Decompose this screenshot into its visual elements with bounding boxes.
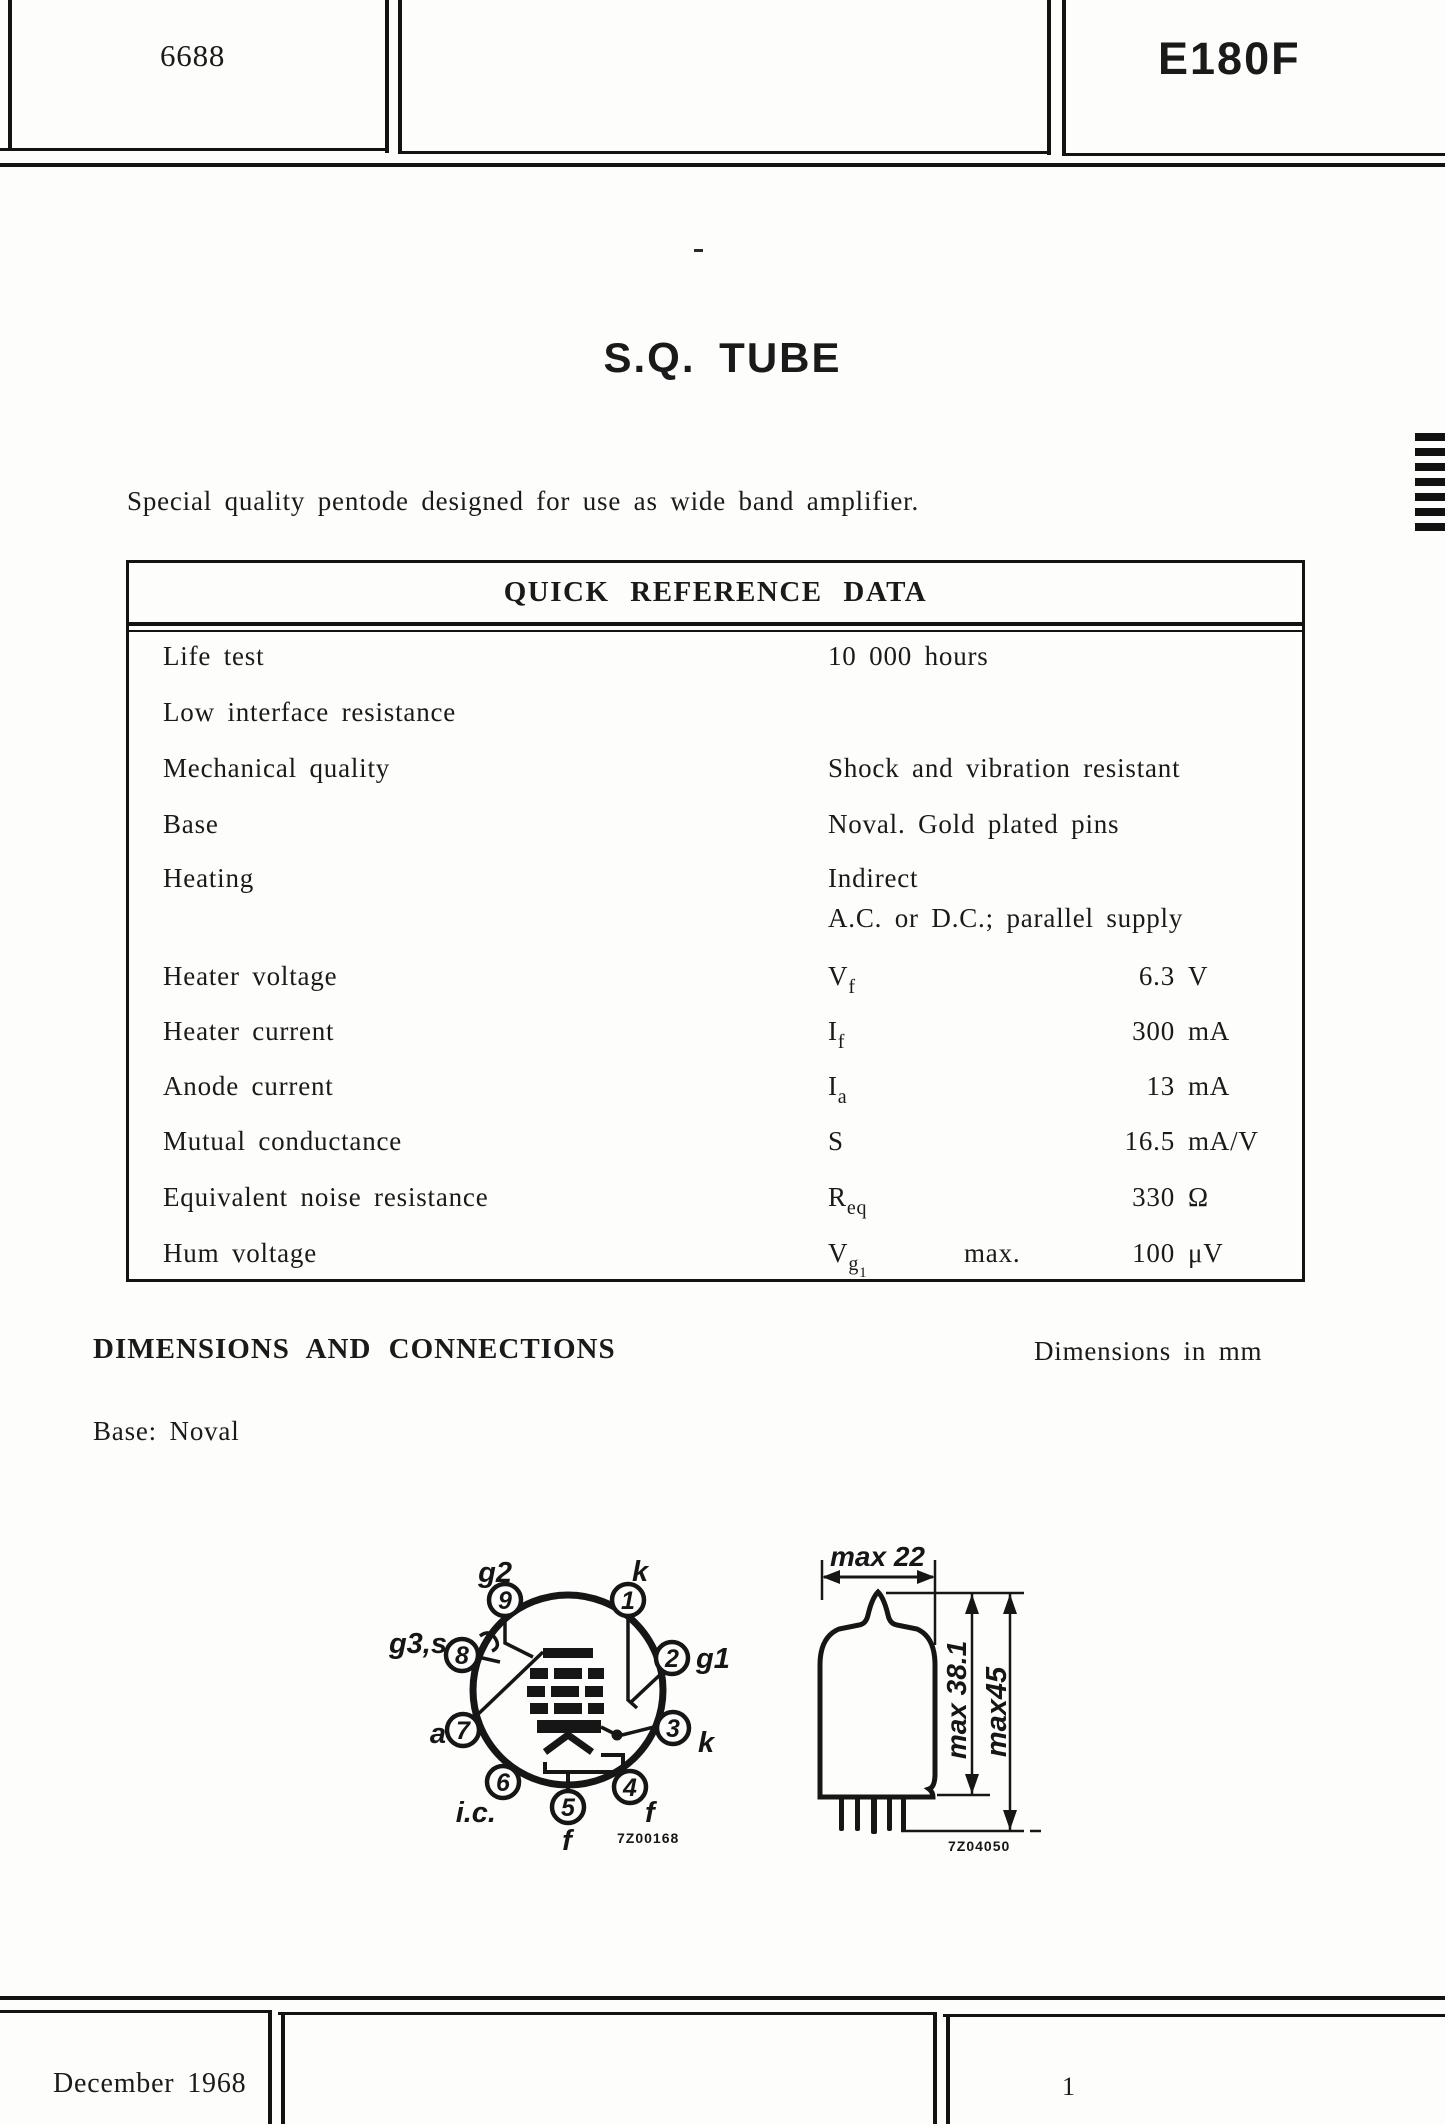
table-row-number: 300: [1132, 1016, 1175, 1046]
table-row-label: Mutual conductance: [163, 1126, 403, 1156]
table-row-unit: μV: [1188, 1238, 1224, 1268]
table-header-rule-2: [129, 630, 1302, 632]
footer-divider-1b: [281, 2012, 285, 2124]
thumb-index-mark: [1415, 433, 1445, 532]
header-box-bottom-left: [0, 148, 385, 151]
table-row-number: 13: [1146, 1071, 1175, 1101]
table-row-unit: Ω: [1188, 1182, 1209, 1212]
svg-text:6: 6: [496, 1769, 510, 1797]
table-row-label: Heater voltage: [163, 961, 338, 991]
type-number-alt: 6688: [160, 38, 226, 73]
quick-reference-table: [126, 560, 1305, 1282]
header-left-border: [8, 0, 12, 150]
table-row-label: Hum voltage: [163, 1238, 318, 1268]
pin-label-g3s: g3,s: [388, 1628, 447, 1660]
table-row-value: Noval. Gold plated pins: [828, 809, 1120, 839]
table-title: QUICK REFERENCE DATA: [503, 576, 928, 608]
table-row-value: 10 000 hours: [828, 641, 989, 671]
pinout-diagram: [330, 1545, 760, 1860]
table-row-label: Anode current: [163, 1071, 334, 1101]
base-type-note: Base: Noval: [93, 1416, 240, 1446]
table-row-number: 6.3: [1138, 961, 1175, 991]
table-row-qualifier: max.: [964, 1238, 1021, 1268]
footer-rule-full: [0, 1996, 1445, 2000]
table-row-symbol: $I_f$: [828, 1016, 846, 1053]
page-number: 1: [1062, 2072, 1076, 2101]
table-row-unit: mA: [1188, 1071, 1231, 1101]
table-row-unit: V: [1188, 961, 1209, 991]
publication-date: December 1968: [53, 2068, 247, 2099]
type-number: E180F: [1158, 33, 1301, 84]
table-row-number: 100: [1132, 1238, 1175, 1268]
header-box-bottom-mid: [398, 151, 1051, 154]
header-box-bottom-right: [1062, 153, 1445, 156]
header-rule-full: [0, 163, 1445, 167]
pin-label-a: a: [429, 1718, 446, 1750]
table-row-label: Low interface resistance: [163, 697, 457, 727]
table-row-symbol: $V_{g1}$: [828, 1238, 868, 1281]
intro-text: Special quality pentode designed for use as wide band amplifier.: [127, 486, 920, 516]
table-row-value: Indirect: [828, 863, 919, 893]
footer-divider-1a: [268, 2010, 272, 2124]
table-header-rule-1: [129, 622, 1302, 626]
table-row-unit: mA: [1188, 1016, 1231, 1046]
section-heading: DIMENSIONS AND CONNECTIONS: [93, 1333, 616, 1365]
pin-label-g2: g2: [478, 1557, 512, 1589]
dimensions-unit-note: Dimensions in mm: [1034, 1336, 1263, 1366]
drawing-code: 7Z04050: [948, 1838, 1011, 1854]
page-title: S.Q. TUBE: [603, 334, 842, 381]
table-row-number: 16.5: [1124, 1126, 1175, 1156]
table-row-symbol: S: [828, 1126, 844, 1156]
electrode-structure: [527, 1648, 623, 1791]
table-row-unit: mA/V: [1188, 1126, 1259, 1156]
table-row-symbol: $R_{eq}$: [828, 1182, 868, 1219]
footer-box-top-left: [0, 2010, 268, 2013]
header-divider-2b: [1062, 0, 1066, 155]
footer-box-top-mid: [278, 2012, 933, 2015]
table-row-symbol: $I_a$: [828, 1071, 848, 1108]
header-divider-1a: [385, 0, 389, 153]
tube-bulb: [820, 1592, 935, 1797]
pin-label-g1: g1: [696, 1643, 730, 1675]
pin-label-k-top: k: [632, 1556, 649, 1588]
tube-pins: [839, 1797, 906, 1834]
table-row-label: Equivalent noise resistance: [163, 1182, 489, 1212]
pin-label-ic: i.c.: [455, 1797, 496, 1829]
tube-outline-drawing: [805, 1530, 1050, 1860]
svg-text:2: 2: [665, 1645, 679, 1673]
table-row-value-line2: A.C. or D.C.; parallel supply: [828, 903, 1184, 933]
print-artifact: [694, 249, 703, 252]
header-divider-2a: [1047, 0, 1051, 155]
drawing-code: 7Z00168: [617, 1830, 680, 1846]
svg-text:1: 1: [621, 1587, 635, 1615]
junction-dot: [612, 1730, 623, 1741]
height-label-45: max45: [981, 1666, 1013, 1758]
table-row-label: Heater current: [163, 1016, 335, 1046]
width-label: max 22: [830, 1541, 925, 1572]
pin-label-f-bottom: f: [562, 1825, 572, 1857]
svg-text:3: 3: [666, 1715, 680, 1743]
header-divider-1b: [398, 0, 402, 153]
svg-text:5: 5: [561, 1794, 575, 1822]
table-row-label: Mechanical quality: [163, 753, 391, 783]
svg-text:7: 7: [456, 1717, 470, 1745]
table-row-value: Shock and vibration resistant: [828, 753, 1181, 783]
footer-divider-2a: [933, 2012, 937, 2124]
pin-label-f-right: f: [645, 1797, 655, 1829]
table-row-symbol: $V_f$: [828, 961, 856, 998]
pin-label-k-right: k: [698, 1727, 715, 1759]
table-row-label: Base: [163, 809, 219, 839]
table-row-label: Heating: [163, 863, 255, 893]
table-row-label: Life test: [163, 641, 265, 671]
svg-text:9: 9: [498, 1587, 512, 1615]
footer-divider-2b: [946, 2014, 950, 2124]
svg-text:8: 8: [455, 1642, 469, 1670]
table-row-number: 330: [1132, 1182, 1175, 1212]
svg-text:4: 4: [623, 1774, 637, 1802]
footer-box-top-right: [943, 2014, 1445, 2017]
height-label-38: max 38.1: [941, 1640, 972, 1760]
